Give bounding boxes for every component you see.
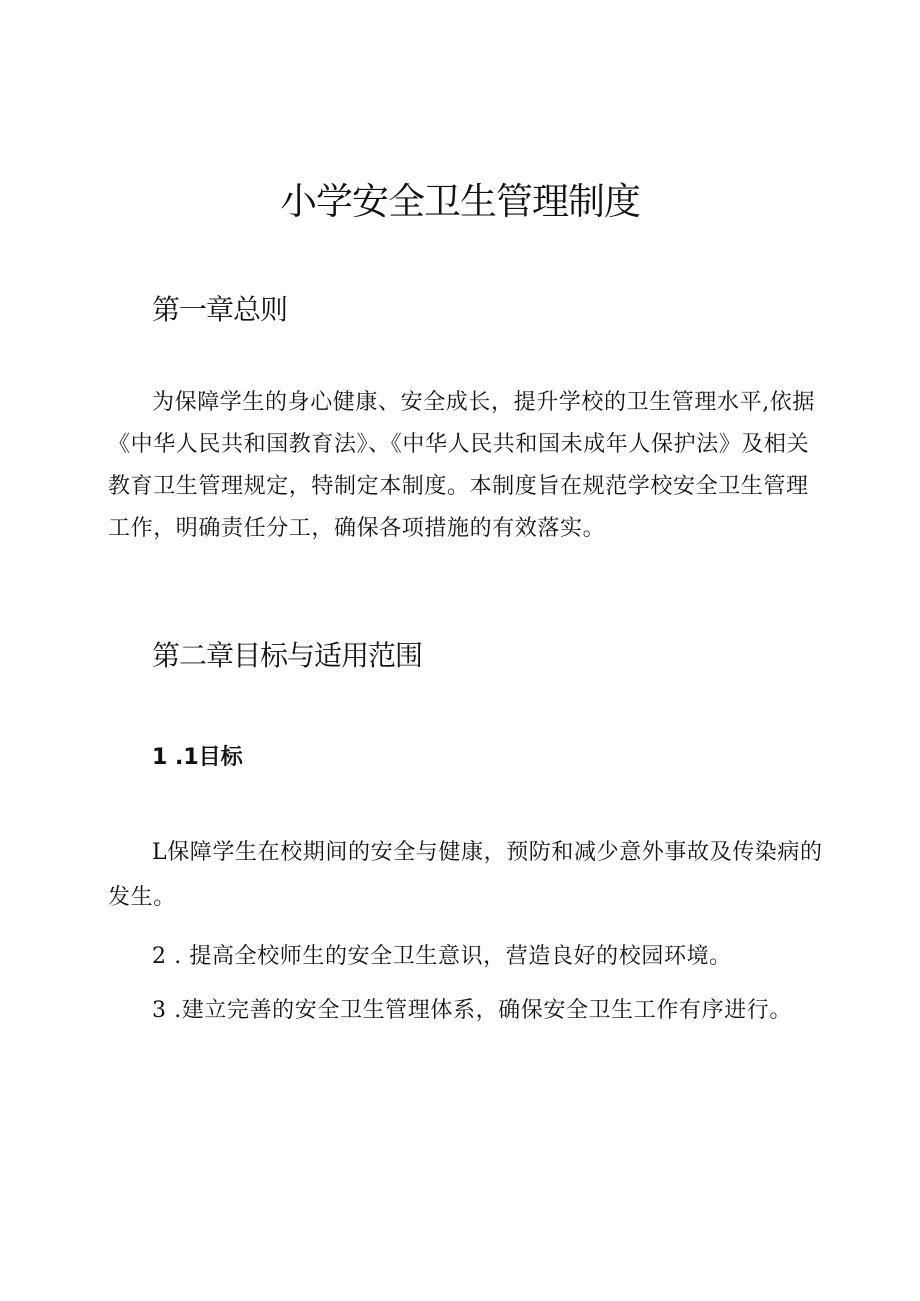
chapter-2-heading: 第二章目标与适用范围 <box>152 639 423 672</box>
goal-item-1: L保障学生在校期间的安全与健康，预防和减少意外事故及传染病的发生。 <box>108 840 823 910</box>
goal-item-3: 3 .建立完善的安全卫生管理体系，确保安全卫生工作有序进行。 <box>152 998 792 1023</box>
section-1-1-heading: 1 .1目标 <box>152 745 243 770</box>
goal-item-2: 2 . 提高全校师生的安全卫生意识，营造良好的校园环境。 <box>152 944 732 969</box>
chapter-1-heading: 第一章总则 <box>152 293 288 326</box>
document-title: 小学安全卫生管理制度 <box>280 180 640 223</box>
chapter-1-paragraph: 为保障学生的身心健康、安全成长，提升学校的卫生管理水平,依据《中华人民共和国教育法》、《中华人民共和国未成年人保护法》及相关教育卫生管理规定，特制定本制度。本制度旨在规范学校安全卫生管理工作，明确责任分工，确保各项措施的有效落实。 <box>108 390 815 541</box>
